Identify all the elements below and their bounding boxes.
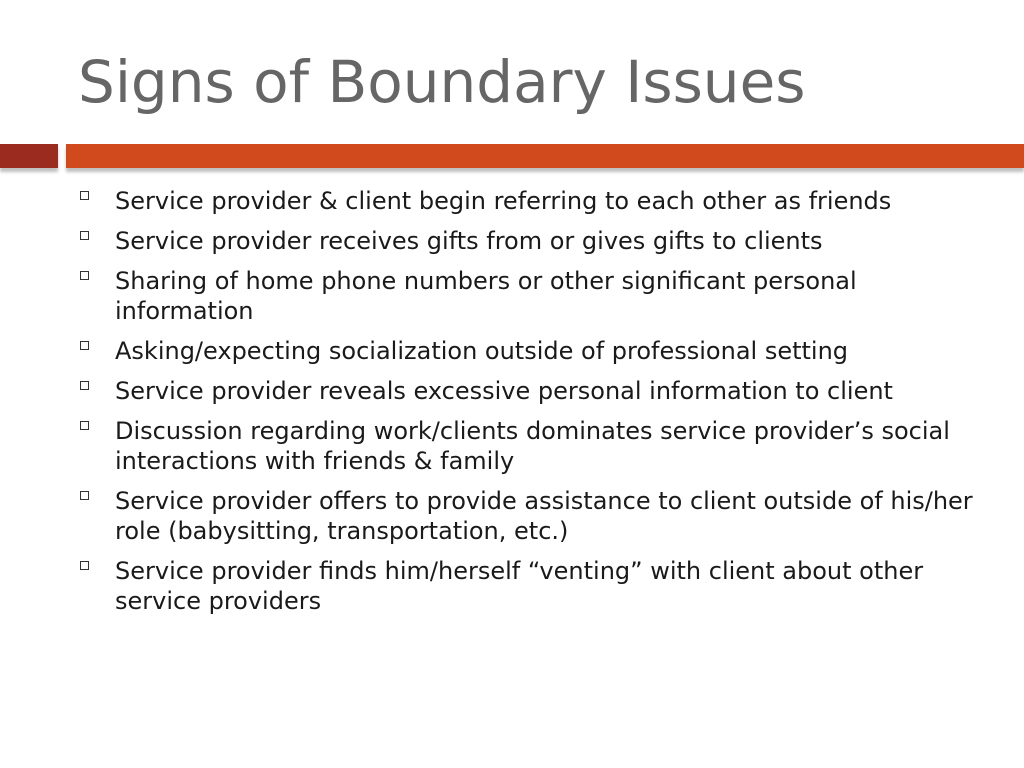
bullet-text: Service provider receives gifts from or gives gifts to clients — [115, 227, 823, 255]
bullet-item — [80, 266, 980, 326]
bullet-text: Asking/expecting socialization outside of professional setting — [115, 337, 849, 365]
bullet-item — [80, 186, 980, 216]
bullet-item — [80, 486, 980, 546]
hollow-square-icon — [80, 421, 89, 430]
bullet-item — [80, 376, 980, 406]
bullet-text: Sharing of home phone numbers or other significant personal information — [115, 267, 857, 325]
bullet-text: Service provider & client begin referring to each other as friends — [115, 187, 892, 215]
title-accent-bar — [66, 144, 1024, 168]
bullet-item — [80, 336, 980, 366]
hollow-square-icon — [80, 191, 89, 200]
bullet-text: Service provider reveals excessive personal information to client — [115, 377, 893, 405]
bullet-item — [80, 556, 980, 616]
slide-title: Signs of Boundary Issues — [78, 48, 806, 116]
bullet-text: Service provider finds him/herself “venting” with client about other service providers — [115, 557, 924, 615]
hollow-square-icon — [80, 341, 89, 350]
hollow-square-icon — [80, 561, 89, 570]
hollow-square-icon — [80, 271, 89, 280]
bullet-text: Discussion regarding work/clients dominates service provider’s social interactions with friends & family — [115, 417, 950, 475]
hollow-square-icon — [80, 381, 89, 390]
hollow-square-icon — [80, 491, 89, 500]
bullet-text: Service provider offers to provide assistance to client outside of his/her role (babysitting, transportation, etc.) — [115, 487, 973, 545]
bullet-item — [80, 226, 980, 256]
title-accent-block — [0, 144, 58, 168]
bullet-list — [80, 186, 980, 626]
hollow-square-icon — [80, 231, 89, 240]
bullet-item — [80, 416, 980, 476]
